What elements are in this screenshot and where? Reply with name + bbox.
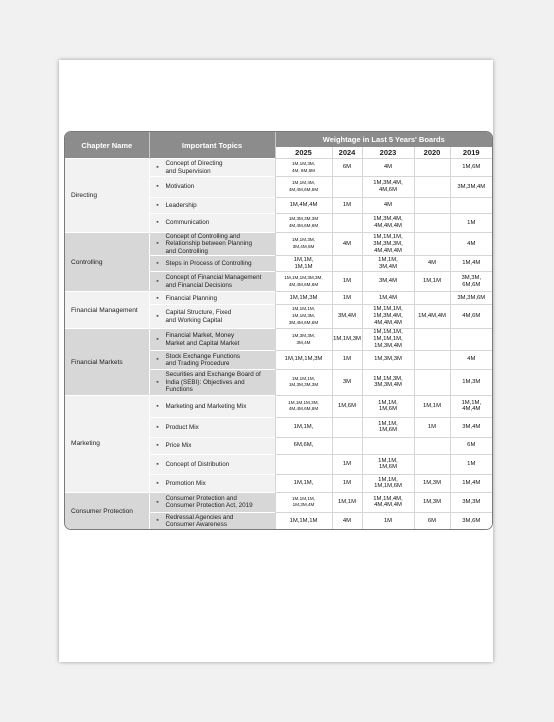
weightage-cell: 1M,3M,3M,3M 4M,4M,6M,6M <box>275 214 332 233</box>
table-row <box>65 292 492 305</box>
weightage-cell: 3M,3M, 6M,6M <box>450 272 492 292</box>
weightage-cell: 4M <box>414 256 450 272</box>
chapter-name-cell: Financial Management <box>65 292 149 329</box>
weightage-cell: 3M <box>332 369 362 395</box>
topic-cell <box>149 454 275 474</box>
topic-item <box>150 260 275 267</box>
weightage-cell: 6M <box>450 437 492 454</box>
chapter-name-cell: Marketing <box>65 395 149 492</box>
weightage-cell: 1M,1M,3M <box>332 329 362 351</box>
topic-cell <box>149 272 275 292</box>
table-row <box>65 395 492 417</box>
weightage-cell: 1M,3M,3M <box>362 350 414 369</box>
weightage-cell <box>414 198 450 214</box>
weightage-cell: 3M,3M,4M <box>450 177 492 198</box>
topic-cell <box>149 474 275 492</box>
weightage-cell <box>362 437 414 454</box>
topic-label: Concept of Distribution <box>165 460 230 468</box>
topic-cell <box>149 177 275 198</box>
bullet-icon: ▪ <box>156 378 159 386</box>
weightage-cell: 1M,1M,1M, 1M,1M,3M, 3M,4M,6M,6M <box>275 305 332 329</box>
weightage-cell: 1M,1M,1M,3M <box>275 350 332 369</box>
header-year: 2024 <box>332 147 362 159</box>
weightage-cell: 1M <box>332 474 362 492</box>
topic-label: Communication <box>165 219 210 227</box>
weightage-cell: 4M <box>450 233 492 256</box>
topic-item <box>150 309 275 324</box>
topic-cell <box>149 350 275 369</box>
weightage-cell: 1M,3M,4M, 4M,4M,4M <box>362 214 414 233</box>
topic-item <box>150 495 275 510</box>
weightage-cell <box>414 437 450 454</box>
chapter-name-cell: Controlling <box>65 233 149 292</box>
topic-item <box>150 233 275 255</box>
topic-label: Motivation <box>165 183 195 191</box>
weightage-cell <box>414 350 450 369</box>
weightage-cell: 1M,6M <box>332 395 362 417</box>
weightage-cell <box>332 214 362 233</box>
header-year: 2025 <box>275 147 332 159</box>
weightage-cell <box>332 437 362 454</box>
weightage-cell: 1M,1M, 4M,4M <box>450 395 492 417</box>
bullet-icon: ▪ <box>156 260 159 268</box>
weightage-cell: 3M,6M <box>450 512 492 529</box>
weightage-cell: 1M,1M,1M,3M, 4M,4M,6M,6M <box>275 395 332 417</box>
weightage-cell <box>332 417 362 437</box>
topic-item <box>150 442 275 449</box>
weightage-cell: 1M <box>332 292 362 305</box>
topic-label: Financial Planning <box>165 294 217 302</box>
weightage-cell: 1M <box>450 454 492 474</box>
weightage-cell: 1M,1M, 1M,6M <box>362 454 414 474</box>
weightage-cell: 4M <box>332 233 362 256</box>
bullet-icon: ▪ <box>156 201 159 209</box>
weightage-cell <box>414 233 450 256</box>
table-row <box>65 159 492 177</box>
table-row <box>65 233 492 256</box>
bullet-icon: ▪ <box>156 402 159 410</box>
weightage-cell: 6M <box>414 512 450 529</box>
topic-label: Leadership <box>165 201 197 209</box>
weightage-cell: 1M,1M, 1M,6M <box>362 417 414 437</box>
weightage-cell: 1M,1M,1M, 3M,3M,3M, 4M,4M,4M <box>362 233 414 256</box>
topic-label: Securities and Exchange Board of India (SEBI): Objectives and Functions <box>165 371 261 394</box>
header-year: 2023 <box>362 147 414 159</box>
weightage-cell: 1M,1M,3M, 3M,4M,6M <box>275 233 332 256</box>
bullet-icon: ▪ <box>156 517 159 525</box>
weightage-cell: 1M,1M,1M, 1M,3M,3M,3M <box>275 369 332 395</box>
weightage-cell: 3M,4M <box>450 417 492 437</box>
bullet-icon: ▪ <box>156 498 159 506</box>
topic-item <box>150 274 275 289</box>
weightage-cell: 1M,1M <box>414 395 450 417</box>
weightage-cell: 1M <box>332 198 362 214</box>
topic-cell <box>149 417 275 437</box>
topic-cell <box>149 437 275 454</box>
weightage-cell: 1M <box>332 350 362 369</box>
weightage-cell: 1M,1M,1M, 1M,3M,4M, 4M,4M,4M <box>362 305 414 329</box>
weightage-cell: 1M <box>362 512 414 529</box>
topic-item <box>150 461 275 468</box>
weightage-cell: 1M <box>332 272 362 292</box>
weightage-cell <box>414 214 450 233</box>
header-chapter-name: Chapter Name <box>65 132 149 159</box>
weightage-table <box>65 132 492 529</box>
topic-cell <box>149 395 275 417</box>
topic-label: Capital Structure, Fixed and Working Capital <box>165 309 232 324</box>
topic-item <box>150 295 275 302</box>
weightage-cell: 1M,1M, <box>275 417 332 437</box>
topic-item <box>150 424 275 431</box>
weightage-cell: 4M <box>332 512 362 529</box>
table-body <box>65 159 492 530</box>
weightage-cell: 1M,4M <box>450 474 492 492</box>
bullet-icon: ▪ <box>156 356 159 364</box>
weightage-cell <box>275 454 332 474</box>
header-year: 2020 <box>414 147 450 159</box>
weightage-cell: 1M,4M <box>362 292 414 305</box>
weightage-cell: 1M,1M, 1M,6M <box>362 395 414 417</box>
topic-item <box>150 183 275 190</box>
weightage-cell: 1M,3M,4M, 4M,6M <box>362 177 414 198</box>
topic-cell <box>149 233 275 256</box>
weightage-cell: 6M,6M, <box>275 437 332 454</box>
weightage-cell <box>414 369 450 395</box>
topic-label: Price Mix <box>165 442 192 450</box>
bullet-icon: ▪ <box>156 479 159 487</box>
weightage-cell: 1M,1M,4M, 4M,4M,6M,6M <box>275 177 332 198</box>
header-year: 2019 <box>450 147 492 159</box>
topic-cell <box>149 256 275 272</box>
weightage-cell: 1M,3M <box>450 369 492 395</box>
topic-label: Marketing and Marketing Mix <box>165 402 247 410</box>
weightage-cell: 1M,1M,3M, 4M, 6M,6M <box>275 159 332 177</box>
weightage-cell: 3M,3M <box>450 492 492 512</box>
weightage-cell: 4M <box>450 350 492 369</box>
weightage-cell: 1M <box>332 454 362 474</box>
topic-cell <box>149 305 275 329</box>
topic-cell <box>149 369 275 395</box>
weightage-cell: 1M,1M <box>414 272 450 292</box>
weightage-cell <box>414 329 450 351</box>
header-weightage: Weightage in Last 5 Years' Boards <box>275 132 492 147</box>
weightage-cell: 1M,1M,3M <box>275 292 332 305</box>
weightage-cell <box>414 177 450 198</box>
bullet-icon: ▪ <box>156 278 159 286</box>
chapter-name-cell: Financial Markets <box>65 329 149 396</box>
topic-label: Redressal Agencies and Consumer Awareness <box>165 513 234 529</box>
bullet-icon: ▪ <box>156 460 159 468</box>
weightage-cell <box>450 198 492 214</box>
topic-label: Concept of Controlling and Relationship between Planning and Controlling <box>165 233 252 255</box>
weightage-cell <box>414 292 450 305</box>
topic-item <box>150 332 275 347</box>
topic-label: Stock Exchange Functions and Trading Procedure <box>165 352 241 367</box>
weightage-cell: 1M <box>414 417 450 437</box>
weightage-cell <box>332 256 362 272</box>
weightage-cell: 4M <box>362 159 414 177</box>
weightage-cell: 1M,1M, 1M,1M <box>275 256 332 272</box>
bullet-icon: ▪ <box>156 219 159 227</box>
weightage-cell: 1M,3M <box>414 474 450 492</box>
topic-cell <box>149 159 275 177</box>
weightage-cell: 4M,6M <box>450 305 492 329</box>
topic-label: Steps in Process of Controlling <box>165 260 252 268</box>
weightage-cell: 1M,1M <box>332 492 362 512</box>
weightage-cell: 3M,4M <box>332 305 362 329</box>
weightage-cell: 1M,6M <box>450 159 492 177</box>
topic-cell <box>149 198 275 214</box>
topic-item <box>150 353 275 368</box>
header-important-topics: Important Topics <box>149 132 275 159</box>
topic-cell <box>149 214 275 233</box>
topic-item <box>150 371 275 393</box>
chapter-name-cell: Consumer Protection <box>65 492 149 529</box>
weightage-cell: 1M,1M,1M, 1M,1M,1M, 1M,3M,4M <box>362 329 414 351</box>
weightage-cell: 1M,1M, 1M,1M,6M <box>362 474 414 492</box>
topic-label: Concept of Financial Management and Financial Decisions <box>165 274 262 289</box>
bullet-icon: ▪ <box>156 313 159 321</box>
bullet-icon: ▪ <box>156 442 159 450</box>
weightage-cell: 1M,1M, 3M,4M <box>362 256 414 272</box>
bullet-icon: ▪ <box>156 423 159 431</box>
weightage-cell: 1M,3M <box>414 492 450 512</box>
topic-item <box>150 480 275 487</box>
bullet-icon: ▪ <box>156 183 159 191</box>
topic-item <box>150 403 275 410</box>
weightage-cell: 3M,3M,6M <box>450 292 492 305</box>
weightage-cell: 1M,1M,1M <box>275 512 332 529</box>
bullet-icon: ▪ <box>156 240 159 248</box>
weightage-cell: 1M,1M,1M,3M,3M, 4M,4M,6M,6M <box>275 272 332 292</box>
chapter-name-cell: Directing <box>65 159 149 233</box>
topic-cell <box>149 492 275 512</box>
weightage-cell: 1M,1M, <box>275 474 332 492</box>
weightage-cell: 1M <box>450 214 492 233</box>
topic-label: Consumer Protection and Consumer Protection Act, 2019 <box>165 495 253 510</box>
topic-label: Financial Market, Money Market and Capital Market <box>165 332 240 347</box>
bullet-icon: ▪ <box>156 335 159 343</box>
topic-item <box>150 514 275 529</box>
weightage-table-container <box>64 131 493 530</box>
topic-label: Product Mix <box>165 423 199 431</box>
weightage-cell <box>414 159 450 177</box>
weightage-cell: 3M,4M <box>362 272 414 292</box>
weightage-cell: 1M,3M,3M, 3M,4M <box>275 329 332 351</box>
topic-item <box>150 160 275 175</box>
weightage-cell <box>414 454 450 474</box>
weightage-cell: 1M,4M,4M <box>275 198 332 214</box>
weightage-cell: 1M,4M,4M <box>414 305 450 329</box>
weightage-cell: 4M <box>362 198 414 214</box>
weightage-cell: 1M,4M <box>450 256 492 272</box>
bullet-icon: ▪ <box>156 163 159 171</box>
weightage-cell: 6M <box>332 159 362 177</box>
topic-label: Promotion Mix <box>165 479 206 487</box>
topic-item <box>150 202 275 209</box>
table-row <box>65 329 492 351</box>
topic-item <box>150 219 275 226</box>
topic-cell <box>149 292 275 305</box>
weightage-cell: 1M,1M,4M, 4M,4M,4M <box>362 492 414 512</box>
topic-cell <box>149 329 275 351</box>
topic-cell <box>149 512 275 529</box>
weightage-cell <box>332 177 362 198</box>
topic-label: Concept of Directing and Supervision <box>165 160 223 175</box>
weightage-cell <box>450 329 492 351</box>
weightage-cell: 1M,1M,3M, 3M,3M,4M <box>362 369 414 395</box>
bullet-icon: ▪ <box>156 294 159 302</box>
table-row <box>65 492 492 512</box>
weightage-cell: 1M,1M,1M, 1M,3M,4M <box>275 492 332 512</box>
